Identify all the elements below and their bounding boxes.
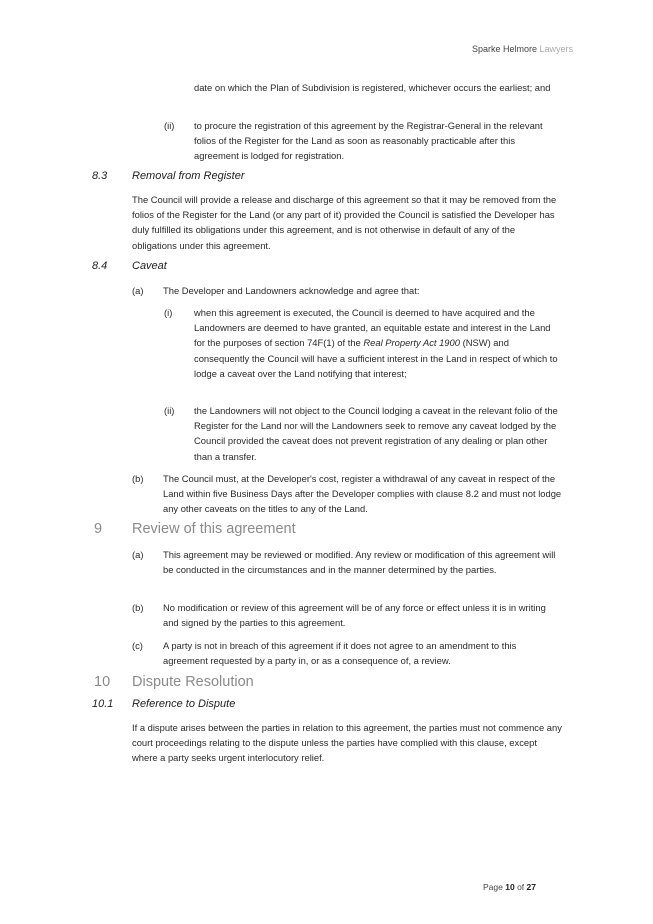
item-text [194,305,562,381]
section-title: Caveat [132,260,167,272]
heading-number: 10 [94,674,111,690]
heading-title: Dispute Resolution [132,674,254,690]
page-header [472,44,573,54]
item-label: (b) [132,473,144,484]
section-number: 8.4 [92,260,108,272]
item-text: The Council must, at the Developer's cost, register a withdrawal of any caveat in respect of the Land within five Business Days after the Developer complies with clause 8.2 and must not lodge any other caveats on the titles to any of the Land. [163,473,562,515]
section-number: 10.1 [92,698,114,710]
item-text-part: when this agreement is executed, the Council is deemed to have acquired and the Landowners are deemed to have granted, an equitable estate and interest in the Land for the purposes of section 74F(1) of the [194,307,551,349]
page-footer [483,882,536,892]
item-text: No modification or review of this agreement will be of any force or effect unless it is in writing and signed by the parties to this agreement. [163,602,546,629]
heading-number: 9 [94,521,103,537]
page-word: Page [483,882,503,892]
section-body: If a dispute arises between the parties in relation to this agreement, the parties must not commence any court proceedings relating to the dispute unless the parties have complied with this clause, except where a party seeks urgent interlocutory relief. [132,722,562,764]
item-text: the Landowners will not object to the Council lodging a caveat in the relevant folio of the Register for the Land nor will the Landowners seek to remove any caveat lodged by the Council provided the caveat does not prevent registration of any dealing or plan other than a transfer. [194,405,558,462]
item-label: (b) [132,602,144,613]
item-label: (a) [132,285,144,296]
page-total: 27 [526,882,537,892]
of-word: of [517,882,525,892]
item-label: (a) [132,549,144,560]
section-title: Removal from Register [132,170,245,182]
item-text: This agreement may be reviewed or modified. Any review or modification of this agreement will be conducted in the circumstances and in the manner determined by the parties. [163,549,556,576]
item-label: (i) [164,307,173,318]
section-number: 8.3 [92,170,108,182]
item-text: to procure the registration of this agreement by the Registrar-General in the relevant folios of the Register for the Land as soon as reasonably practicable after this agreement is lodged for registration. [194,120,543,162]
item-text-part: (NSW) and consequently the Council will have a sufficient interest in the Land in respect of which to lodge a caveat over the Land notifying that interest; [194,337,558,379]
heading-title: Review of this agreement [132,521,296,537]
section-body: The Council will provide a release and discharge of this agreement so that it may be removed from the folios of the Register for the Land (or any part of it) provided the Council is satisfied the Developer has duly fulfilled its obligations under this agreement, and is not otherwise in default of any of the obligations under this agreement. [132,194,557,251]
item-label: (ii) [164,405,175,416]
item-label: (ii) [164,120,175,131]
act-name: Real Property Act 1900 [363,337,460,349]
firm-suffix: Lawyers [539,44,573,54]
item-text: A party is not in breach of this agreement if it does not agree to an amendment to this agreement requested by a party in, or as a consequence of, a review. [163,640,517,667]
page-number: 10 [505,882,515,892]
firm-name: Sparke Helmore [471,44,537,54]
section-title: Reference to Dispute [132,698,236,710]
item-text: The Developer and Landowners acknowledge and agree that: [163,285,420,296]
continuation-text: date on which the Plan of Subdivision is registered, whichever occurs the earliest; and [194,82,551,93]
item-label: (c) [132,640,143,651]
